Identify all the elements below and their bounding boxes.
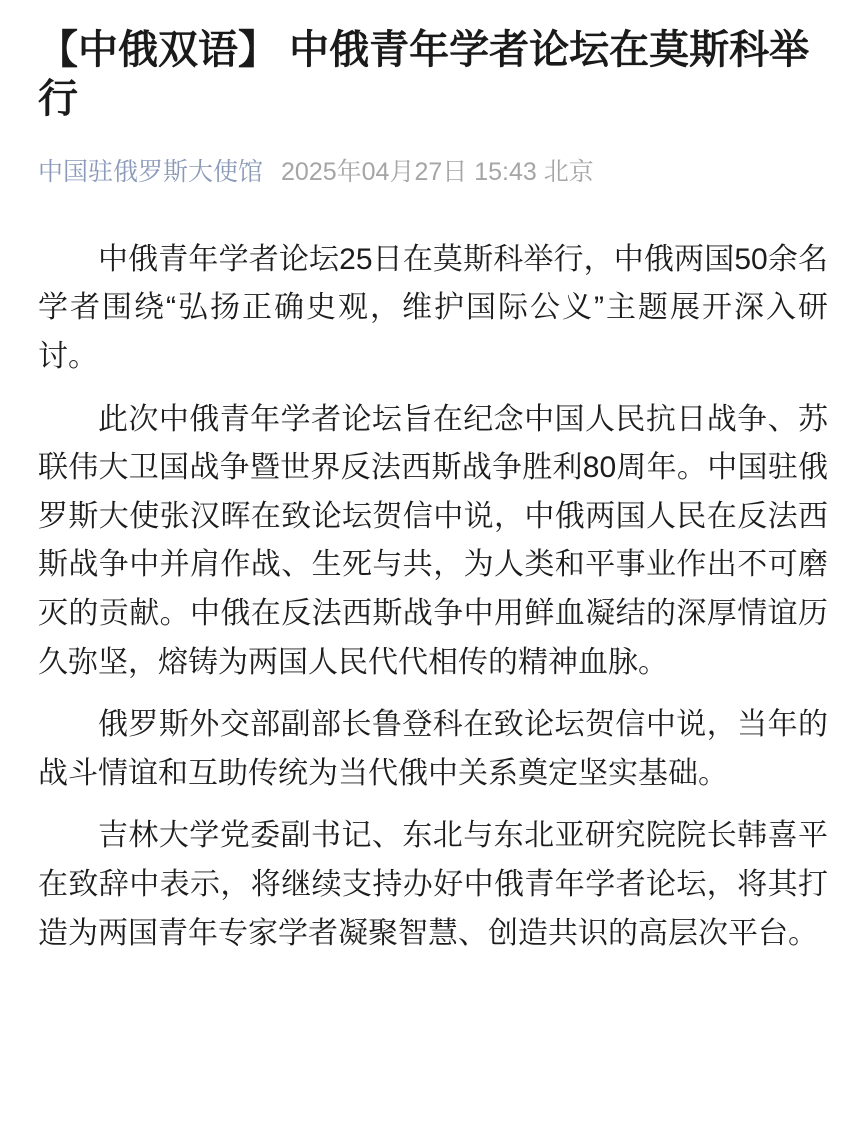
- article-meta: [38, 154, 828, 190]
- article-paragraph: 吉林大学党委副书记、东北与东北亚研究院院长韩喜平在致辞中表示，将继续支持办好中俄青年学者论坛，将其打造为两国青年专家学者凝聚智慧、创造共识的高层次平台。: [38, 819, 828, 950]
- article-location: 北京: [543, 157, 594, 186]
- article-paragraph: 此次中俄青年学者论坛旨在纪念中国人民抗日战争、苏联伟大卫国战争暨世界反法西斯战争胜利80周年。中国驻俄罗斯大使张汉晖在致论坛贺信中说，中俄两国人民在反法西斯战争中并肩作战、生死与共，为人类和平事业作出不可磨灭的贡献。中俄在反法西斯战争中用鲜血凝结的深厚情谊历久弥坚，熔铸为两国人民代代相传的精神血脉。: [38, 402, 828, 679]
- page-title: 【中俄双语】 中俄青年学者论坛在莫斯科举行: [38, 28, 810, 121]
- article-source[interactable]: 中国驻俄罗斯大使馆: [38, 157, 264, 186]
- article-timestamp: 2025年04月27日 15:43: [281, 157, 537, 186]
- article-paragraph: 俄罗斯外交部副部长鲁登科在致论坛贺信中说，当年的战斗情谊和互助传统为当代俄中关系奠定坚实基础。: [38, 708, 828, 790]
- article-body: [38, 236, 828, 958]
- article-paragraph: 中俄青年学者论坛25日在莫斯科举行，中俄两国50余名学者围绕“弘扬正确史观，维护国际公义”主题展开深入研讨。: [38, 242, 828, 374]
